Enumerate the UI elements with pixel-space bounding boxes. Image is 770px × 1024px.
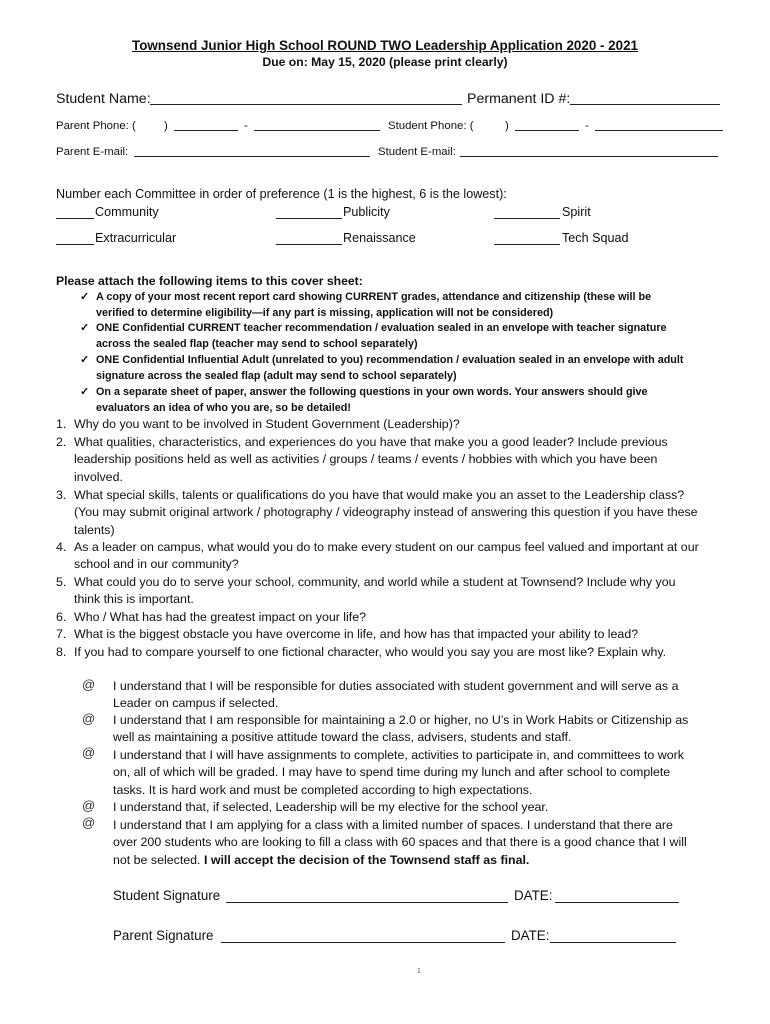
at-bullet-icon: @ <box>82 798 96 813</box>
student-signature-label: Student Signature <box>113 888 221 903</box>
question-item <box>56 574 716 609</box>
committee-rank-field[interactable] <box>56 206 94 219</box>
acknowledgement-item: I understand that I will be responsible for duties associated with student government and will serve as a Leader on campus if selected. <box>113 679 679 711</box>
at-bullet-icon: @ <box>82 745 96 760</box>
check-icon: ✓ <box>80 386 90 398</box>
question-text: As a leader on campus, what would you do to make every student on our campus feel valued and important at our school and in our community? <box>74 540 699 572</box>
question-number: 7. <box>56 627 67 641</box>
attachment-item: ONE Confidential CURRENT teacher recommendation / evaluation sealed in an envelope with teacher signature across the sealed flap (teacher may send to school separately) <box>96 322 667 350</box>
parent-email-field[interactable] <box>134 145 370 157</box>
question-number: 2. <box>56 435 67 449</box>
acknowledgement-text: I understand that I am applying for a class with a limited number of spaces. I understand that there are over 200 students who are looking to fill a class with 60 spaces and that there is a good chance that I will not be selected. <box>113 818 687 867</box>
question-number: 4. <box>56 540 67 554</box>
committee-spirit: Spirit <box>562 205 591 219</box>
attachment-item: A copy of your most recent report card showing CURRENT grades, attendance and citizenship (these will be verified to determine eligibility—if any part is missing, application will not be considered) <box>96 291 652 319</box>
question-text: Why do you want to be involved in Student Government (Leadership)? <box>74 417 460 431</box>
check-icon: ✓ <box>80 354 90 366</box>
at-bullet-icon: @ <box>82 711 96 726</box>
parent-phone-prefix-field[interactable] <box>174 119 238 131</box>
attachments-title: Please attach the following items to this cover sheet: <box>56 274 363 288</box>
student-phone-number-field[interactable] <box>595 119 723 131</box>
committee-tech-squad: Tech Squad <box>562 231 629 245</box>
student-phone-paren: ) <box>505 120 509 132</box>
page-number: 1 <box>417 968 421 975</box>
permanent-id-label: Permanent ID #: <box>467 91 571 107</box>
question-item <box>56 487 716 539</box>
question-number: 1. <box>56 417 67 431</box>
attachment-item: On a separate sheet of paper, answer the following questions in your own words. Your answers should give evaluators an idea of who you are, so be detailed! <box>96 386 648 414</box>
acknowledgement-final-bold: I will accept the decision of the Townsend staff as final. <box>203 852 530 867</box>
question-item <box>56 539 716 574</box>
question-item <box>56 416 716 433</box>
question-text: What could you do to serve your school, community, and world while a student at Townsend? Include why you think this is important. <box>74 575 676 607</box>
question-text: What special skills, talents or qualifications do you have that would make you an asset to the Leadership class? (You may submit original artwork / photography / videography instead of answering this question if you have these talents) <box>74 488 698 537</box>
committee-renaissance: Renaissance <box>343 231 416 245</box>
acknowledgement-item: I understand that I am responsible for maintaining a 2.0 or higher, no U’s in Work Habits or Citizenship as well as maintaining a positive attitude toward the class, advisers, students and staff. <box>113 713 689 745</box>
at-bullet-icon: @ <box>82 815 96 830</box>
parent-email-label: Parent E-mail: <box>56 146 129 158</box>
question-text: If you had to compare yourself to one fictional character, who would you say you are most like? Explain why. <box>74 645 667 659</box>
parent-signature-field[interactable] <box>221 929 505 943</box>
committee-publicity: Publicity <box>343 205 390 219</box>
student-date-label: DATE: <box>514 888 553 903</box>
question-text: What qualities, characteristics, and experiences do you have that make you a good leader? Include previous leadership positions held as well as activities / groups / teams / events / hobbies with which you have been involved. <box>74 435 668 484</box>
committee-instruction: Number each Committee in order of preference (1 is the highest, 6 is the lowest): <box>56 187 507 201</box>
permanent-id-field[interactable] <box>570 92 720 105</box>
question-number: 5. <box>56 575 67 589</box>
question-text: What is the biggest obstacle you have overcome in life, and how has that impacted your ability to lead? <box>74 627 639 641</box>
parent-phone-number-field[interactable] <box>254 119 380 131</box>
student-signature-field[interactable] <box>226 889 508 903</box>
committee-rank-field[interactable] <box>494 232 560 245</box>
attachment-item: ONE Confidential Influential Adult (unrelated to you) recommendation / evaluation sealed in an envelope with adult signature across the sealed flap (adult may send to school separately) <box>96 354 684 382</box>
parent-phone-dash: - <box>244 120 248 132</box>
acknowledgement-item <box>113 817 693 869</box>
question-number: 8. <box>56 645 67 659</box>
parent-date-label: DATE: <box>511 928 550 943</box>
question-item <box>56 644 716 661</box>
question-number: 3. <box>56 488 67 502</box>
student-email-field[interactable] <box>460 145 718 157</box>
committee-community: Community <box>95 205 159 219</box>
check-icon: ✓ <box>80 322 90 334</box>
due-date: Due on: May 15, 2020 (please print clearly) <box>262 55 508 69</box>
parent-phone-label: Parent Phone: ( <box>56 120 136 132</box>
acknowledgement-item: I understand that I will have assignments to complete, activities to participate in, and committees to work on, all of which will be graded. I may have to spend time during my lunch and after school to complete tasks. It is hard work and must be completed according to high expectations. <box>113 748 684 797</box>
student-date-field[interactable] <box>555 889 679 903</box>
student-phone-label: Student Phone: ( <box>388 120 474 132</box>
parent-date-field[interactable] <box>550 929 676 943</box>
student-name-label: Student Name: <box>56 91 151 107</box>
committee-rank-field[interactable] <box>494 206 560 219</box>
acknowledgement-item: I understand that, if selected, Leadership will be my elective for the school year. <box>113 800 549 814</box>
committee-rank-field[interactable] <box>276 206 342 219</box>
question-item <box>56 626 716 643</box>
question-text: Who / What has had the greatest impact on your life? <box>74 610 367 624</box>
committee-rank-field[interactable] <box>56 232 94 245</box>
student-phone-prefix-field[interactable] <box>515 119 579 131</box>
parent-signature-label: Parent Signature <box>113 928 214 943</box>
parent-phone-paren: ) <box>164 120 168 132</box>
committee-rank-field[interactable] <box>276 232 342 245</box>
student-name-field[interactable] <box>150 92 462 105</box>
question-number: 6. <box>56 610 67 624</box>
question-item <box>56 434 716 486</box>
check-icon: ✓ <box>80 291 90 303</box>
committee-extracurricular: Extracurricular <box>95 231 177 245</box>
page-title: Townsend Junior High School ROUND TWO Leadership Application 2020 - 2021 <box>132 38 638 53</box>
at-bullet-icon: @ <box>82 677 96 692</box>
question-item <box>56 609 716 626</box>
student-phone-dash: - <box>585 120 589 132</box>
student-email-label: Student E-mail: <box>378 146 456 158</box>
